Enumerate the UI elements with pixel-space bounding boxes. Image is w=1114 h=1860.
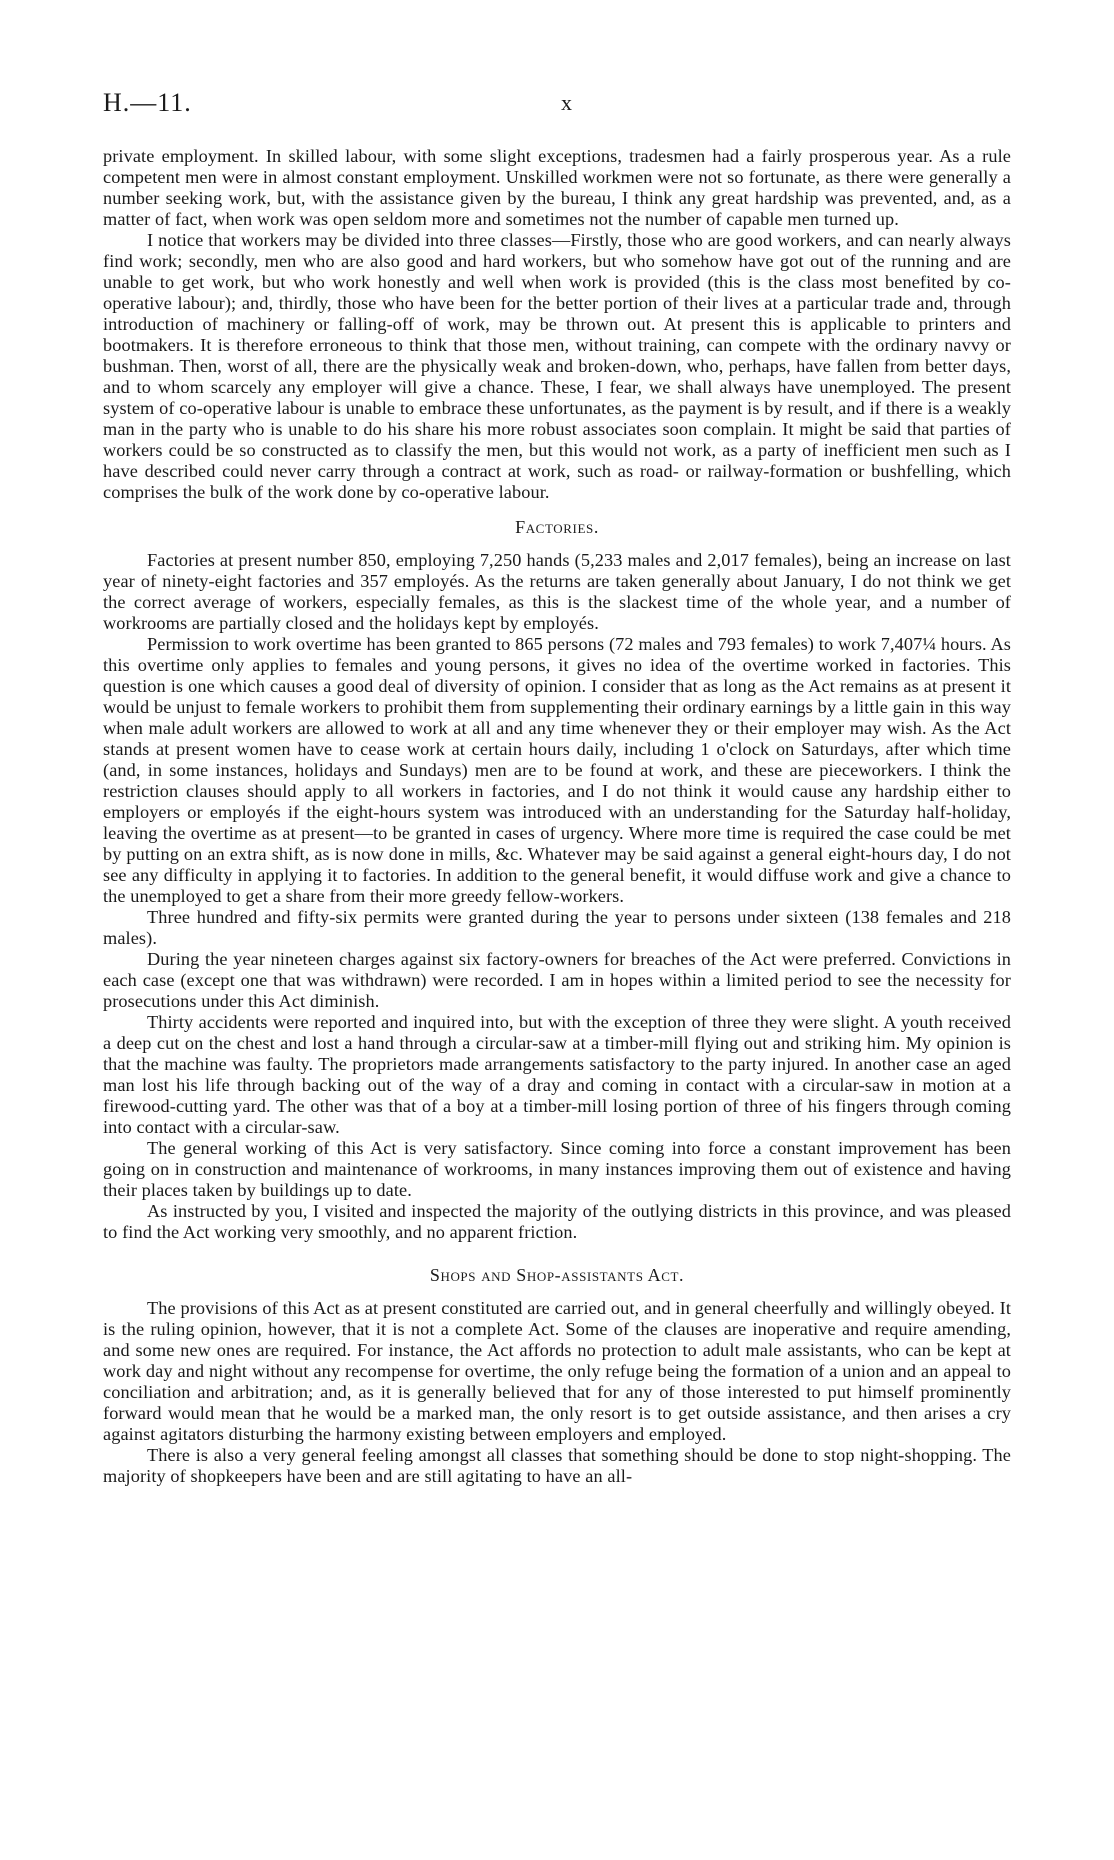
paragraph-overtime-permission: Permission to work overtime has been granted to 865 persons (72 males and 793 females) to work 7,407¼ hours. As this overtime only applies to females and young persons, it gives no idea of the overtime worked in factories. This question is one which causes a good deal of diversity of opinion. I consider that as long as the Act remains as at present it would be unjust to female workers to prohibit them from supplementing their ordinary earnings by a little gain in this way when male adult workers are allowed to work at all and any time whenever they or their employer may wish. As the Act stands at present women have to cease work at certain hours daily, including 1 o'clock on Saturdays, after which time (and, in some instances, holidays and Sundays) men are to be found at work, and these are pieceworkers. I think the restriction clauses should apply to all workers in factories, and I do not think it would cause any hardship either to employers or employés if the eight-hours system was introduced with an understanding for the Saturday half-holiday, leaving the overtime as at present—to be granted in cases of urgency. Where more time is required the case could be met by putting on an extra shift, as is now done in mills, &c. Whatever may be said against a general eight-hours day, I do not see any difficulty in applying it to factories. In addition to the general benefit, it would diffuse work and give a chance to the unemployed to get a share from their more greedy fellow-workers.	[103, 634, 1011, 906]
paragraph-night-shopping: There is also a very general feeling amongst all classes that something should be done to stop night-shopping. The majority of shopkeepers have been and are still agitating to have an all-	[103, 1445, 1011, 1486]
paragraph-outlying-districts: As instructed by you, I visited and inspected the majority of the outlying districts in this province, and was pleased to find the Act working very smoothly, and no apparent friction.	[103, 1201, 1011, 1242]
section-heading-shops-act: Shops and Shop-assistants Act.	[429, 1265, 685, 1285]
paragraph-general-working: The general working of this Act is very satisfactory. Since coming into force a constant improvement has been going on in construction and maintenance of workrooms, in many instances improving them out of existence and having their places taken by buildings up to date.	[103, 1138, 1011, 1200]
paragraph-permits-under-sixteen: Three hundred and fifty-six permits were granted during the year to persons under sixteen (138 females and 218 males).	[103, 907, 1011, 948]
paragraph-accidents: Thirty accidents were reported and inquired into, but with the exception of three they were slight. A youth received a deep cut on the chest and lost a hand through a circular-saw at a timber-mill flying out and striking him. My opinion is that the machine was faulty. The proprietors made arrangements satisfactory to the party injured. In another case an aged man lost his life through backing out of the way of a dray and coming in contact with a circular-saw in motion at a firewood-cutting yard. The other was that of a boy at a timber-mill losing portion of three of his fingers through coming into contact with a circular-saw.	[103, 1012, 1011, 1137]
paragraph-charges-convictions: During the year nineteen charges against six factory-owners for breaches of the Act were preferred. Convictions in each case (except one that was withdrawn) were recorded. I am in hopes within a limited period to see the necessity for prosecutions under this Act diminish.	[103, 949, 1011, 1011]
paragraph-shops-provisions: The provisions of this Act as at present constituted are carried out, and in general cheerfully and willingly obeyed. It is the ruling opinion, however, that it is not a complete Act. Some of the clauses are inoperative and require amending, and some new ones are required. For instance, the Act affords no protection to adult male assistants, who can be kept at work day and night without any recompense for overtime, the only refuge being the formation of a union and an appeal to conciliation and arbitration; and, as it is generally believed that for any of those interested to put himself prominently forward would mean that he would be a marked man, the only resort is to get outside assistance, and then arises a cry against agitators disturbing the harmony existing between employers and employed.	[103, 1298, 1011, 1444]
section-heading-factories: Factories.	[515, 517, 599, 537]
paragraph-private-employment: private employment. In skilled labour, with some slight exceptions, tradesmen had a fairly prosperous year. As a rule competent men were in almost constant employment. Unskilled workmen were not so fortunate, as there were generally a number seeking work, but, with the assistance given by the bureau, I think any great hardship was prevented, and, as a matter of fact, when work was open seldom more and sometimes not the number of capable men turned up.	[103, 146, 1011, 229]
paragraph-factories-number: Factories at present number 850, employing 7,250 hands (5,233 males and 2,017 females), being an increase on last year of ninety-eight factories and 357 employés. As the returns are taken generally about January, I do not think we get the correct average of workers, especially females, as this is the slackest time of the whole year, and a number of workrooms are partially closed and the holidays kept by employés.	[103, 550, 1011, 633]
running-head	[103, 88, 1011, 122]
page-number: x	[561, 90, 572, 115]
body-text	[103, 146, 1011, 1487]
paragraph-classes-of-workers: I notice that workers may be divided into three classes—Firstly, those who are good workers, and can nearly always find work; secondly, men who are also good and hard workers, but who somehow have got out of the running and are unable to get work, but who work honestly and well when work is provided (this is the class most benefited by co-operative labour); and, thirdly, those who have been for the better portion of their lives at a particular trade and, through introduction of machinery or falling-off of work, may be thrown out. At present this is applicable to printers and bootmakers. It is therefore erroneous to think that those men, without training, can compete with the ordinary navvy or bushman. Then, worst of all, there are the physically weak and broken-down, who, perhaps, have fallen from better days, and to whom scarcely any employer will give a chance. These, I fear, we shall always have unemployed. The present system of co-operative labour is unable to embrace these unfortunates, as the payment is by result, and if there is a weakly man in the party who is unable to do his share his more robust associates soon complain. It might be said that parties of workers could be so constructed as to classify the men, but this would not work, as a party of inefficient men such as I have described could never carry through a contract at work, such as road- or railway-formation or bushfelling, which comprises the bulk of the work done by co-operative labour.	[103, 230, 1011, 502]
document-number: H.—11.	[103, 88, 192, 117]
